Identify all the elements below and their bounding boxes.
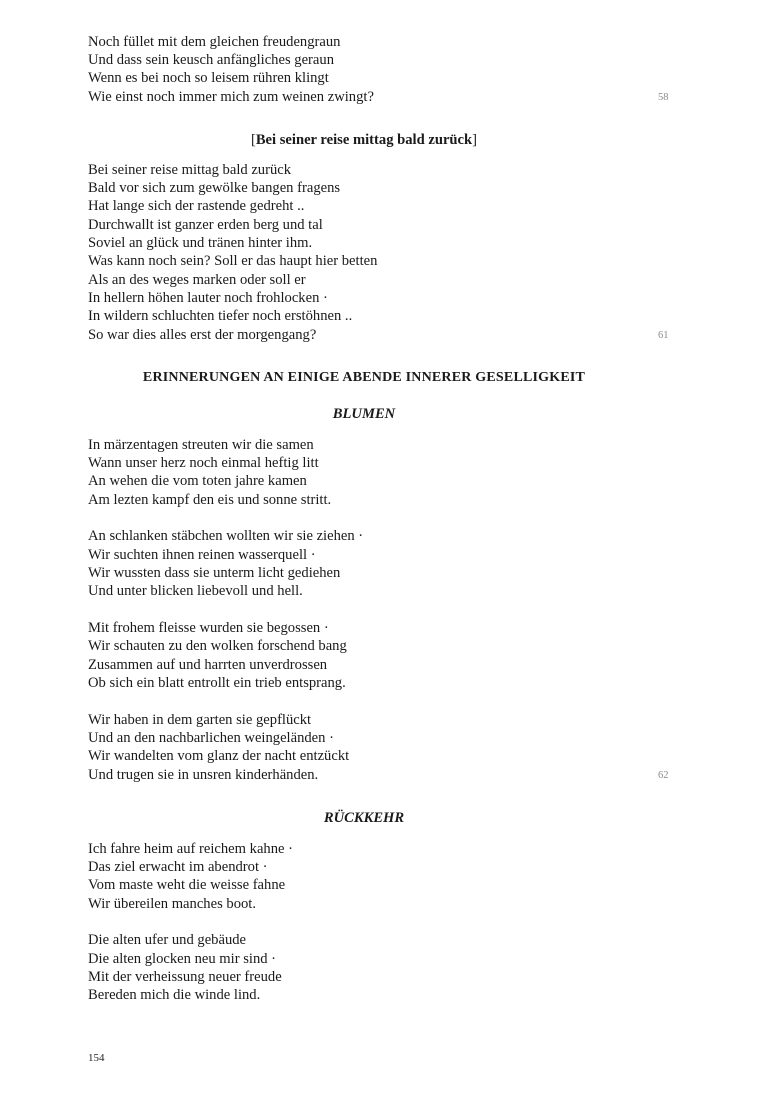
verse-line: In hellern höhen lauter noch frohlocken · (88, 290, 328, 306)
bracket-open: [ (250, 132, 256, 148)
verse-line: Wann unser herz noch einmal heftig litt (88, 455, 319, 471)
verse-line: Ob sich ein blatt entrollt ein trieb entsprang. (88, 675, 346, 691)
verse-line: Wenn es bei noch so leisem rühren klingt (88, 70, 329, 86)
verse-line: Soviel an glück und tränen hinter ihm. (88, 235, 313, 251)
verse-line: So war dies alles erst der morgengang? (88, 327, 317, 343)
verse-line: An wehen die vom toten jahre kamen (88, 473, 307, 489)
verse-line: Wir schauten zu den wolken forschend bang (88, 638, 347, 654)
poem-title (88, 131, 640, 149)
verse-line: Als an des weges marken oder soll er (88, 272, 306, 288)
verse-line: Am lezten kampf den eis und sonne stritt. (88, 492, 332, 508)
margin-line-number: 62 (658, 770, 669, 781)
bracket-close: ] (472, 132, 478, 148)
verse-line: Und an den nachbarlichen weingeländen · (88, 730, 334, 746)
verse-line: Mit der verheissung neuer freude (88, 969, 282, 985)
margin-line-number: 58 (658, 92, 669, 103)
poem-title: BLUMEN (332, 406, 396, 422)
verse-line: Durchwallt ist ganzer erden berg und tal (88, 217, 323, 233)
verse-line: Wie einst noch immer mich zum weinen zwingt? (88, 89, 374, 105)
verse-line: Zusammen auf und harrten unverdrossen (88, 657, 328, 673)
verse-line: Noch füllet mit dem gleichen freudengraun (88, 34, 341, 50)
verse-line: Das ziel erwacht im abendrot · (88, 859, 268, 875)
verse-line: Bereden mich die winde lind. (88, 987, 261, 1003)
verse-line: Bei seiner reise mittag bald zurück (88, 162, 292, 178)
verse-line: Was kann noch sein? Soll er das haupt hier betten (88, 253, 378, 269)
margin-line-number: 61 (658, 330, 669, 341)
verse-line: Wir wussten dass sie unterm licht gediehen (88, 565, 341, 581)
poem-title: RÜCKKEHR (323, 810, 405, 826)
verse-line: Ich fahre heim auf reichem kahne · (88, 841, 294, 857)
verse-line: Wir übereilen manches boot. (88, 896, 256, 912)
verse-line: In wildern schluchten tiefer noch erstöhnen .. (88, 308, 353, 324)
verse-line: Mit frohem fleisse wurden sie begossen · (88, 620, 329, 636)
verse-line: Hat lange sich der rastende gedreht .. (88, 198, 305, 214)
poem-title-text: Bei seiner reise mittag bald zurück (255, 132, 473, 148)
verse-line: Bald vor sich zum gewölke bangen fragens (88, 180, 341, 196)
verse-line: Die alten glocken neu mir sind · (88, 951, 277, 967)
verse-line: Wir wandelten vom glanz der nacht entzückt (88, 748, 350, 764)
verse-line: An schlanken stäbchen wollten wir sie ziehen · (88, 528, 364, 544)
verse-line: Und dass sein keusch anfängliches geraun (88, 52, 334, 68)
verse-line: Vom maste weht die weisse fahne (88, 877, 286, 893)
verse-line: Wir haben in dem garten sie gepflückt (88, 712, 312, 728)
verse-line: Und unter blicken liebevoll und hell. (88, 583, 303, 599)
section-title: ERINNERUNGEN AN EINIGE ABENDE INNERER GESELLIGKEIT (142, 370, 586, 385)
verse-line: Und trugen sie in unsren kinderhänden. (88, 767, 319, 783)
verse-line: In märzentagen streuten wir die samen (88, 437, 314, 453)
verse-line: Wir suchten ihnen reinen wasserquell · (88, 547, 316, 563)
page-number: 154 (88, 1052, 105, 1064)
verse-line: Die alten ufer und gebäude (88, 932, 247, 948)
